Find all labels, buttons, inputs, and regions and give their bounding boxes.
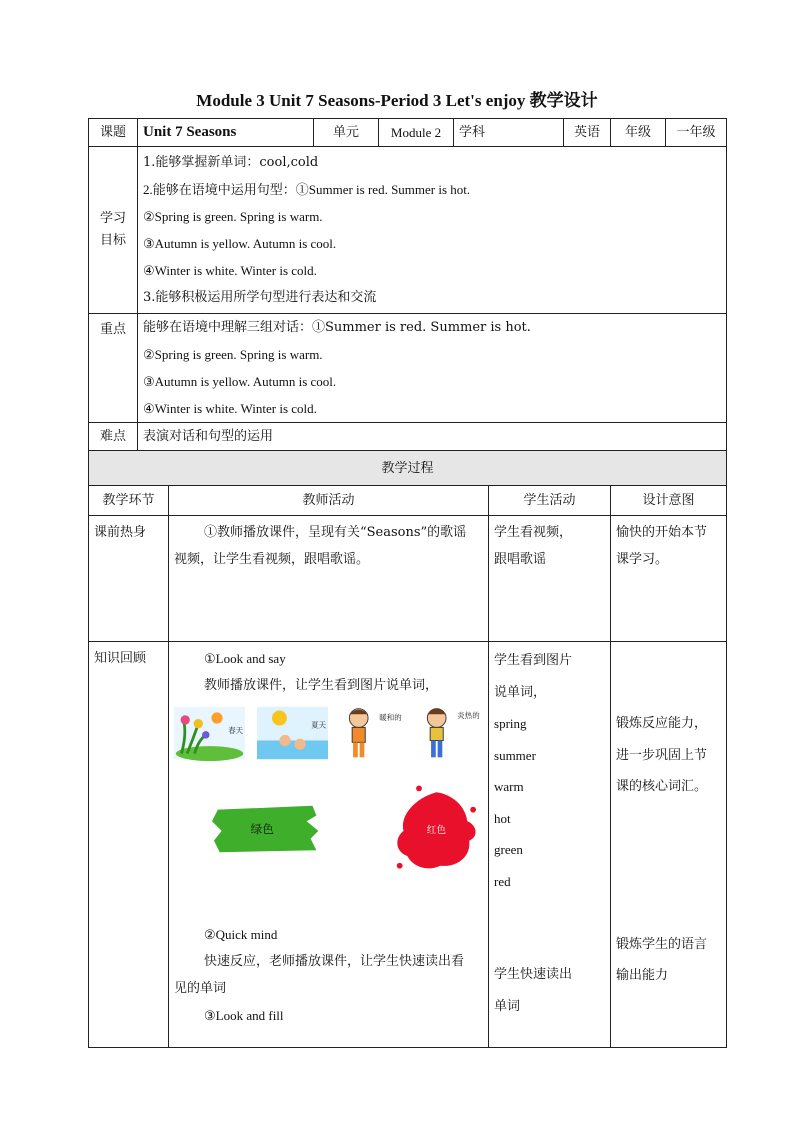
column-teacher: 教师活动 (169, 486, 489, 516)
intent-line: 输出能力 (616, 968, 669, 983)
objective-line: ③Autumn is yellow. Autumn is cool. (143, 236, 337, 251)
intent-line: 锻炼反应能力， (616, 716, 708, 731)
objective-line: 1.能够掌握新单词：cool,cold (143, 155, 319, 170)
color-pictures (212, 781, 483, 877)
intent-line: 课的核心词汇。 (616, 779, 708, 794)
student-word: hot (494, 810, 511, 826)
topic-label: 课题 (89, 119, 138, 147)
warmup-row (89, 516, 727, 642)
objective-line: ②Spring is green. Spring is warm. (143, 209, 323, 224)
unit-value: Module 2 (379, 119, 454, 147)
review-teacher (169, 642, 489, 1048)
review-student (489, 642, 611, 1048)
summer-picture (257, 705, 328, 761)
review-intent (611, 642, 727, 1048)
review-row (89, 642, 727, 1048)
student-word: spring (494, 716, 527, 731)
difficulty-row (89, 423, 727, 451)
intent-line: 愉快的开始本节 (616, 525, 708, 540)
subject-label: 学科 (454, 119, 564, 147)
green-swatch (212, 801, 320, 857)
student-line: 学生快速读出 (494, 967, 573, 982)
teacher-line: 视频，让学生看视频，跟唱歌谣。 (174, 552, 370, 567)
student-line: 学生看视频， (494, 525, 573, 540)
student-line: 说单词， (494, 684, 547, 700)
teacher-line: 快速反应，老师播放课件，让学生快速读出看 (204, 954, 465, 969)
objective-line: 2.能够在语境中运用句型：①Summer is red. Summer is hot. (143, 182, 471, 197)
objectives-label: 学习目标 (89, 147, 138, 314)
student-word: red (494, 873, 511, 889)
grade-label: 年级 (611, 119, 666, 147)
process-section-title: 教学过程 (89, 451, 727, 486)
intent-line: 进一步巩固上节 (616, 747, 708, 763)
warmup-stage: 课前热身 (89, 516, 169, 642)
warmup-student (489, 516, 611, 642)
key-points-row (89, 314, 727, 423)
student-line: 跟唱歌谣 (494, 552, 547, 567)
red-caption: 红色 (426, 824, 447, 836)
objectives-content (138, 147, 727, 314)
key-points-content (138, 314, 727, 423)
objective-line: ④Winter is white. Winter is cold. (143, 263, 317, 278)
lesson-plan-table (88, 118, 727, 1048)
objective-line: 3.能够积极运用所学句型进行表达和交流 (143, 290, 377, 305)
key-points-label: 重点 (89, 314, 138, 423)
grade-value: 一年级 (666, 119, 727, 147)
teacher-line: 教师播放课件，让学生看到图片说单词， (204, 678, 439, 693)
hot-boy-picture (418, 703, 483, 763)
teacher-line: ①Look and say (204, 651, 286, 666)
student-word: summer (494, 747, 536, 763)
subject-value: 英语 (564, 119, 611, 147)
student-line: 学生看到图片 (494, 653, 573, 668)
season-pictures (174, 703, 483, 763)
warm-boy-picture (340, 703, 405, 763)
process-columns-row (89, 486, 727, 516)
spring-caption: 春天 (228, 726, 244, 735)
student-word: warm (494, 779, 524, 794)
objectives-row (89, 147, 727, 314)
intent-line: 锻炼学生的语言 (616, 936, 708, 952)
hot-caption: 炎热的 (456, 711, 480, 721)
document-title: Module 3 Unit 7 Seasons-Period 3 Let's enjoy 教学设计 (196, 91, 598, 110)
warm-caption: 暖和的 (379, 712, 402, 722)
intent-line: 课学习。 (616, 552, 669, 567)
key-point-line: ③Autumn is yellow. Autumn is cool. (143, 374, 337, 389)
green-caption: 绿色 (250, 821, 274, 836)
header-row (89, 119, 727, 147)
key-point-line: ②Spring is green. Spring is warm. (143, 347, 323, 362)
column-student: 学生活动 (489, 486, 611, 516)
key-point-line: ④Winter is white. Winter is cold. (143, 401, 317, 416)
teacher-line: ①教师播放课件，呈现有关“Seasons”的歌谣 (204, 525, 467, 540)
spring-picture (174, 705, 245, 761)
student-line: 单词 (494, 998, 521, 1014)
difficulty-value: 表演对话和句型的运用 (138, 423, 727, 451)
column-intent: 设计意图 (611, 486, 727, 516)
review-stage: 知识回顾 (89, 642, 169, 1048)
difficulty-label: 难点 (89, 423, 138, 451)
warmup-teacher (169, 516, 489, 642)
key-point-line: 能够在语境中理解三组对话：①Summer is red. Summer is hot. (143, 320, 531, 335)
student-word: green (494, 842, 523, 857)
red-splash (390, 781, 483, 877)
summer-caption: 夏天 (311, 720, 327, 730)
teacher-line: ②Quick mind (204, 927, 278, 942)
process-section-row (89, 451, 727, 486)
teacher-line: ③Look and fill (204, 1008, 284, 1023)
topic-value: Unit 7 Seasons (138, 119, 314, 147)
teacher-line: 见的单词 (174, 981, 227, 996)
column-stage: 教学环节 (89, 486, 169, 516)
unit-label: 单元 (314, 119, 379, 147)
warmup-intent (611, 516, 727, 642)
